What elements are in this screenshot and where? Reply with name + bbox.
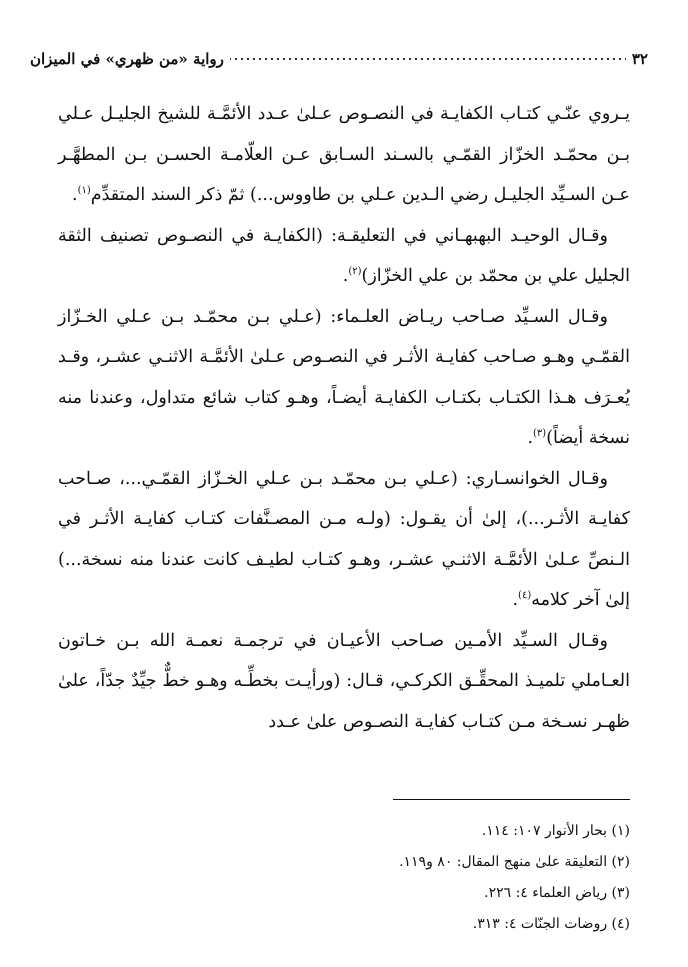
paragraph: [58, 459, 630, 621]
footnote-ref: (١): [77, 185, 91, 196]
paragraph: [58, 94, 630, 216]
paragraph-tail: .: [342, 266, 349, 286]
footnote: (٤) روضات الجنّات ٤: ٣١٣.: [472, 916, 630, 932]
footnote: (٣) رياض العلماء ٤: ٢٢٦.: [484, 885, 630, 901]
paragraph-text: وقـال الوحيـد البهبهـاني في التعليقـة: (الكفايـة في النصـوص تصنيف الثقة الجليل علي بن محمّد بن علي الخزّاز): [58, 225, 630, 286]
footnote-ref: (٣): [533, 428, 547, 439]
paragraph-text: وقـال السـيِّد صـاحب ريـاض العلـماء: (عـلي بـن محمّـد بـن عـلي الخـزّاز القمّـي وهـو صـاحب كفايـة الأثـر في النصـوص عـلىٰ الأئمَّـة الاثنـي عشـر، وقـد يُعـرَف هـذا الكتـاب بكتـاب الكفايـة أيضـاً، وهـو كتاب شائع متداول، وعندنا منه نسخة أيضاً): [58, 306, 630, 448]
footnote: (٢) التعليقة علىٰ منهج المقال: ٨٠ و١١٩.: [399, 854, 630, 870]
paragraph-tail: .: [512, 590, 519, 610]
footnote: (١) بحار الأنوار ١٠٧: ١١٤.: [481, 823, 630, 839]
paragraph: [58, 297, 630, 459]
page-number: ٣٢: [631, 50, 648, 68]
running-header: [30, 42, 648, 76]
footnotes: [58, 816, 630, 940]
paragraph-text: وقـال الخوانسـاري: (عـلي بـن محمّـد بـن عـلي الخـزّاز القمّـي...، صـاحب كفايـة الأثـر...)، إلىٰ أن يقـول: (ولـه مـن المصـنَّفات كتـاب كفايـة الأثـر في الـنصِّ عـلىٰ الأئمَّـة الاثنـي عشـر، وهـو كتـاب لطيـف كانت عندنا منه نسخة...) إلىٰ آخر كلامه: [58, 468, 630, 610]
main-text: [58, 94, 630, 742]
paragraph: [58, 216, 630, 297]
dotted-leader: [230, 58, 626, 60]
paragraph: [58, 621, 630, 743]
footnote-divider: [393, 799, 630, 800]
paragraph-text: وقـال السـيِّد الأمـين صـاحب الأعيـان في ترجمـة نعمـة الله بـن خـاتون العـاملي تلميـذ المحقِّـق الكركـي، قـال: (ورأيـت بخطِّـه وهـو خطٌّ جيِّدٌ جدّاً، علىٰ ظهـر نسـخة مـن كتـاب كفايـة النصـوص علىٰ عـدد: [58, 630, 630, 732]
paragraph-tail: .: [71, 185, 78, 205]
paragraph-tail: .: [527, 428, 534, 448]
footnote-ref: (٤): [518, 590, 532, 601]
paragraph-text: يـروي عنّـي كتـاب الكفايـة في النصـوص عـلىٰ عـدد الأئمَّـة للشيخ الجليـل عـلي بـن محمّـد الخزّاز القمّـي بالسـند السـابق عـن العلّامـة الحسـن بـن المطهَّـر عـن السـيِّد الجليـل رضي الـدين عـلي بن طاووس...) ثمّ ذكر السند المتقدِّم: [58, 104, 630, 205]
running-title: رواية «من ظهري» في الميزان: [30, 50, 224, 68]
footnote-ref: (٢): [348, 266, 362, 277]
